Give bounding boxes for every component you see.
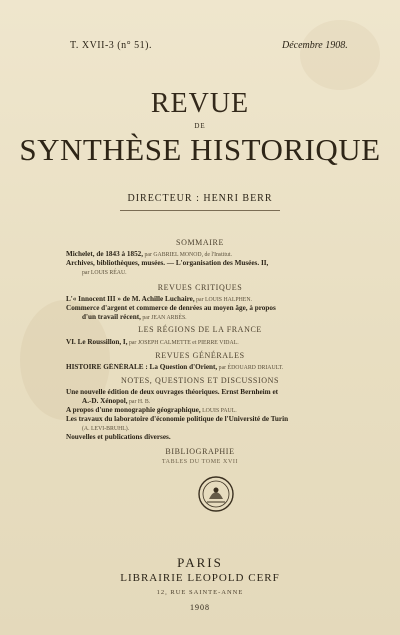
contents-line: Commerce d'argent et commerce de denrées au moyen âge, à propos [66, 304, 276, 312]
director-line: DIRECTEUR : HENRI BERR [127, 193, 273, 204]
section-tables: TABLES DU TOME XVII [161, 459, 239, 465]
section-notes: NOTES, QUESTIONS ET DISCUSSIONS [120, 376, 280, 385]
contents-line: Archives, bibliothèques, musées. — L'organisation des Musées. II, [66, 259, 269, 267]
contents-line: Nouvelles et publications diverses. [66, 433, 171, 441]
section-revues-generales: REVUES GÉNÉRALES [155, 351, 245, 360]
contents-line: Michelet, de 1843 à 1852, par GABRIEL MONOD, de l'Institut. [66, 250, 232, 258]
publisher-address: 12, RUE SAINTE-ANNE [156, 589, 244, 596]
section-bibliographie: BIBLIOGRAPHIE [165, 447, 235, 456]
contents-line: d'un travail récent, par JEAN ARBÈS. [82, 313, 187, 321]
publication-year: 1908 [190, 603, 210, 612]
publisher-name: LIBRAIRIE LEOPOLD CERF [120, 572, 280, 584]
contents-line: Une nouvelle édition de deux ouvrages théoriques. Ernst Bernheim et [66, 388, 279, 396]
publisher-emblem-icon [197, 475, 235, 513]
contents-line: par LOUIS RÉAU. [82, 270, 127, 276]
contents-line: L'« Innocent III » de M. Achille Luchaire, par LOUIS HALPHEN. [66, 295, 252, 303]
contents-line: A propos d'une monographie géographique, LOUIS PAUL. [66, 406, 237, 414]
journal-title-line2: SYNTHÈSE HISTORIQUE [19, 132, 381, 167]
contents-line: Les travaux du laboratoire d'économie politique de l'Université de Turin [66, 415, 289, 423]
contents-line: (A. LEVI-BRUHL). [82, 426, 130, 432]
section-regions: LES RÉGIONS DE LA FRANCE [138, 325, 262, 334]
section-revues-critiques: REVUES CRITIQUES [157, 283, 243, 292]
divider [120, 210, 280, 211]
journal-title-connector: DE [194, 122, 206, 130]
issue-number: T. XVII-3 (n° 51). [70, 40, 152, 51]
contents-line: A.-D. Xénopol, par H. B. [82, 397, 151, 405]
contents-line: HISTOIRE GÉNÉRALE : La Question d'Orient, par ÉDOUARD DRIAULT. [66, 363, 284, 371]
contents-line: VI. Le Roussillon, I, par JOSEPH CALMETTE et PIERRE VIDAL. [66, 338, 239, 346]
issue-date: Décembre 1908. [282, 40, 348, 51]
section-sommaire: SOMMAIRE [176, 238, 224, 247]
journal-title-line1: REVUE [150, 88, 250, 119]
publisher-city: PARIS [177, 555, 223, 570]
paper-stain [300, 20, 380, 90]
